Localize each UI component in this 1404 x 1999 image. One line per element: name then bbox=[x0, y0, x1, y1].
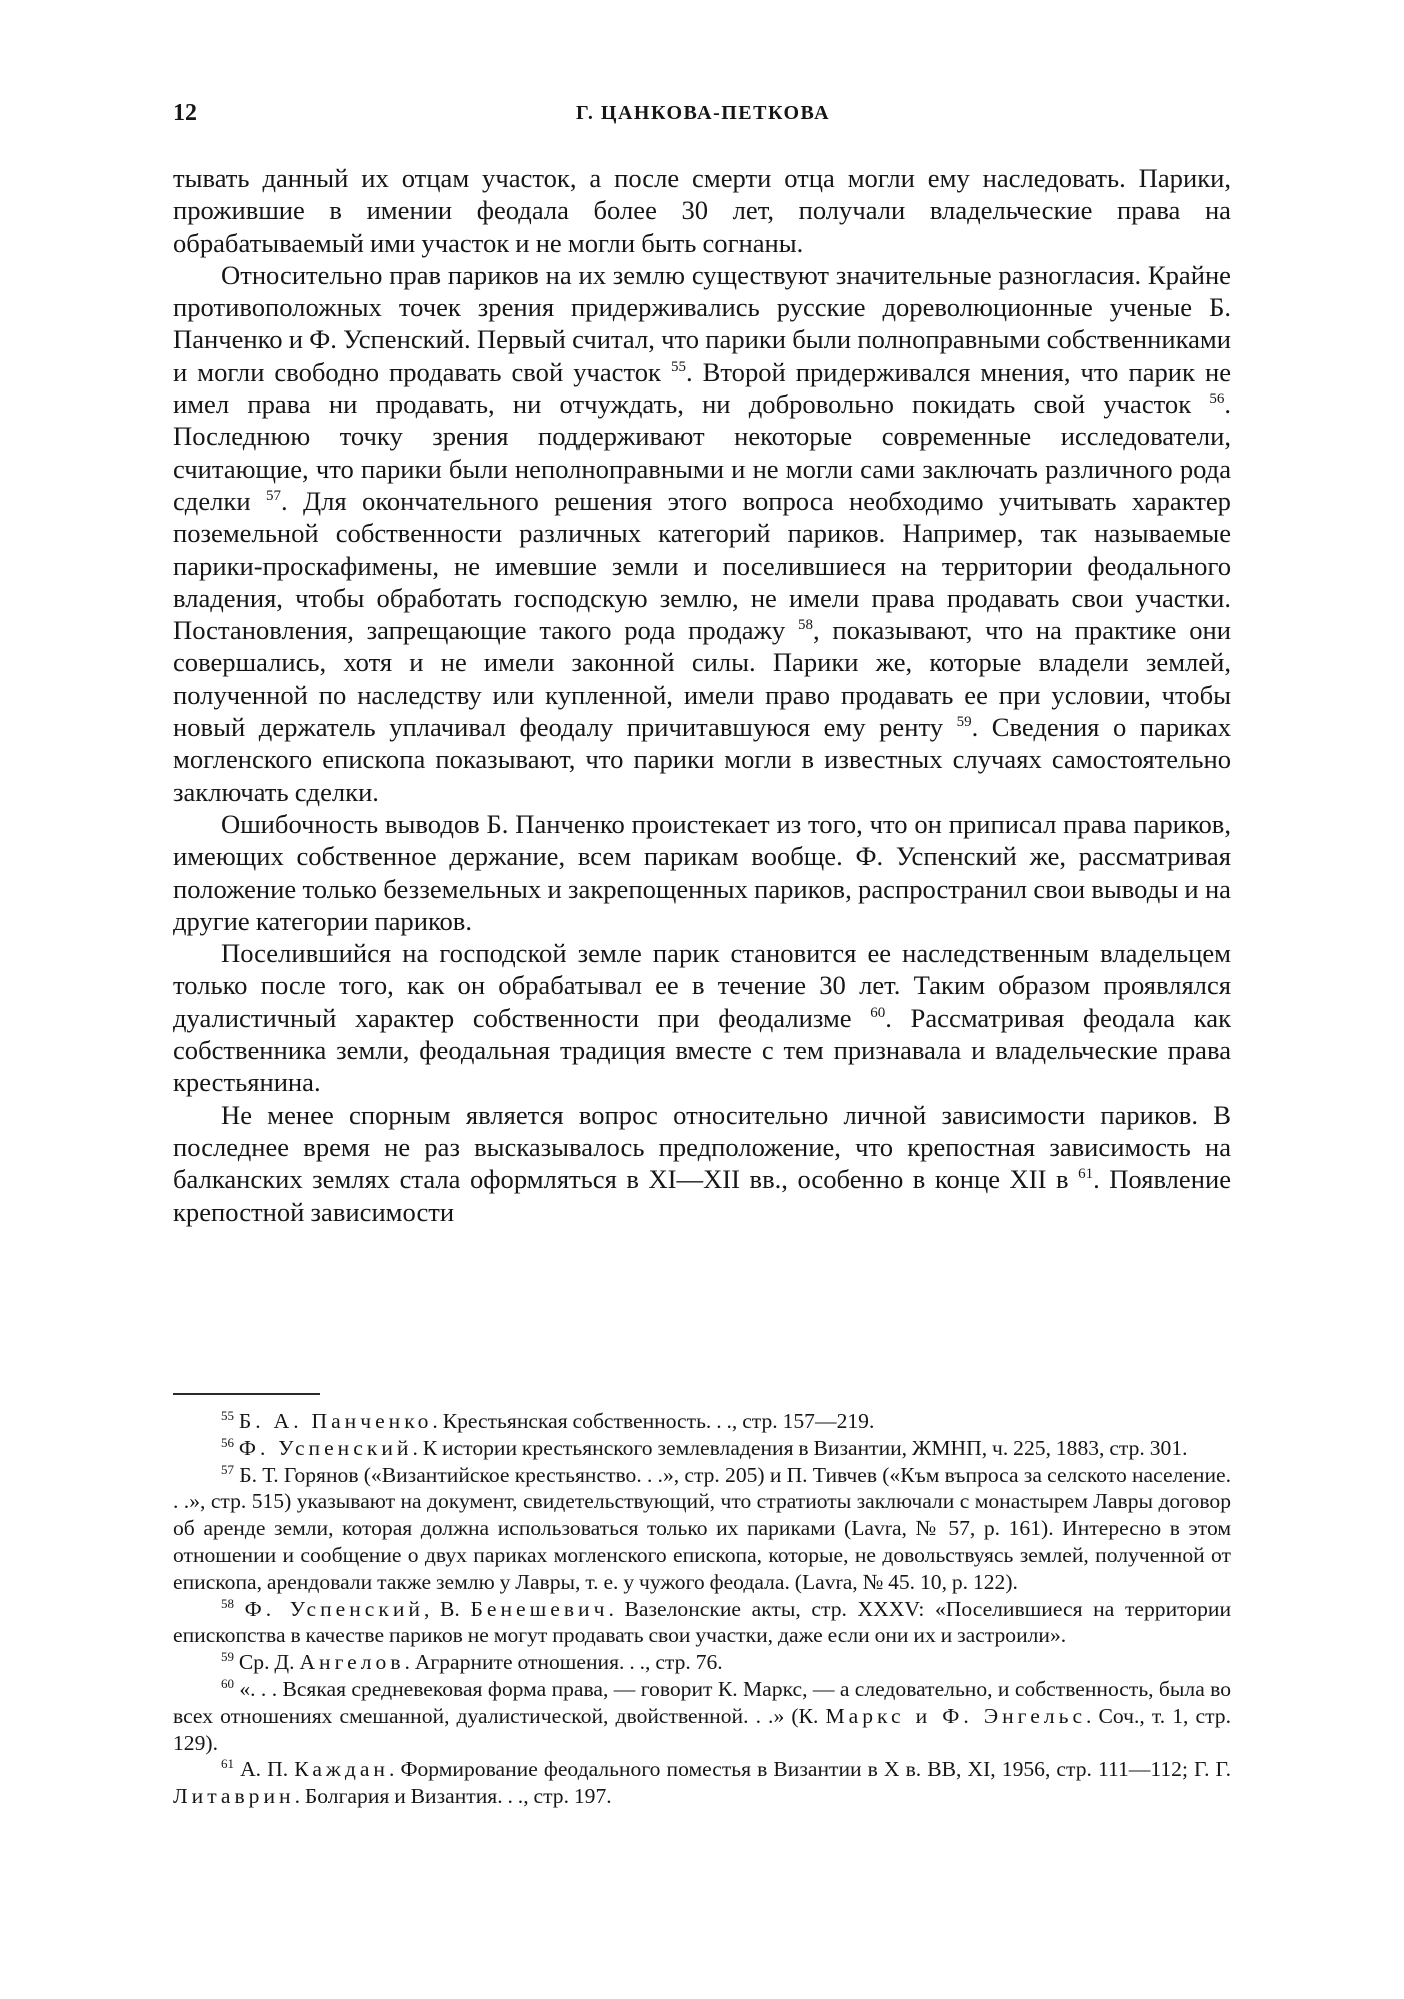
paragraph: Относительно прав париков на их землю существуют значительные разногласия. Крайне противоположных точек зрения придерживались русские дореволюционные ученые Б. Панченко и Ф. Успенский. Первый считал, что парики были полноправными собственниками и могли свободно продавать свой участок $^{55}$. Второй придерживался мнения, что парик не имел права ни продавать, ни отчуждать, ни добровольно покидать свой участок $^{56}$. Последнюю точку зрения поддерживают некоторые современные исследователи, считающие, что парики были неполноправными и не могли сами заключать различного рода сделки $^{57}$. Для окончательного решения этого вопроса необходимо учитывать характер поземельной собственности различных категорий париков. Например, так называемые парики-проскафимены, не имевшие земли и поселившиеся на территории феодального владения, чтобы обработать господскую землю, не имели права продавать свои участки. Постановления, запрещающие такого рода продажу $^{58}$, показывают, что на практике они совершались, хотя и не имели законной силы. Парики же, которые владели землей, полученной по наследству или купленной, имели право продавать ее при условии, чтобы новый держатель уплачивал феодалу причитавшуюся ему ренту $^{59}$. Сведения о париках могленского епископа показывают, что парики могли в известных случаях самостоятельно заключать сделки. bbox=[173, 259, 1231, 807]
paragraph: Поселившийся на господской земле парик становится ее наследственным владельцем только после того, как он обрабатывал ее в течение 30 лет. Таким образом проявлялся дуалистичный характер собственности при феодализме $^{60}$. Рассматривая феодала как собственника земли, феодальная традиция вместе с тем признавала и владельческие права крестьянина. bbox=[173, 938, 1231, 1098]
footnote-divider bbox=[173, 1393, 320, 1395]
footnote-55: $^{55}$ Б. А. Панченко. Крестьянская собственность. . ., стр. 157—219. bbox=[221, 1408, 875, 1433]
footnote-57: $^{57}$ Б. Т. Горянов («Византийское крестьянство. . .», стр. 205) и П. Тивчев («Към въпроса за селското население. . .», стр. 515) указывают на документ, свидетельствующий, что стратиоты заключали с монастырем Лавры договор об аренде земли, которая должна использоваться только их париками (Lavra, № 57, p. 161). Интересно в этом отношении и сообщение о двух париках могленского епископа, которые, не довольствуясь землей, полученной от епископа, арендовали также землю у Лавры, т. е. у чужого феодала. (Lavra, № 45. 10, p. 122). bbox=[173, 1461, 1231, 1594]
body-text bbox=[173, 162, 1231, 1228]
running-title: Г. ЦАНКОВА-ПЕТКОВА bbox=[575, 102, 831, 124]
footnote-61: $^{61}$ А. П. Каждан. Формирование феодального поместья в Византии в X в. ВВ, XI, 1956, стр. 111—112; Г. Г. Литаврин. Болгария и Византия. . ., стр. 197. bbox=[173, 1756, 1231, 1809]
footnote-ref: 61 bbox=[1078, 1166, 1094, 1183]
footnote-60: $^{60}$ «. . . Всякая средневековая форма права, — говорит К. Маркс, — а следовательно, и собственность, была во всех отношениях смешанной, дуалистической, двойственной. . .» (К. Маркс и Ф. Энгельс. Соч., т. 1, стр. 129). bbox=[173, 1675, 1231, 1755]
footnote-ref: 55 bbox=[670, 358, 686, 375]
footnote-ref: 59 bbox=[956, 714, 972, 731]
footnote-56: $^{56}$ Ф. Успенский. К истории крестьянского землевладения в Византии, ЖМНП, ч. 225, 1883, стр. 301. bbox=[221, 1434, 1188, 1460]
footnotes bbox=[173, 1408, 1231, 1810]
paragraph: Не менее спорным является вопрос относительно личной зависимости париков. В последнее время не раз высказывалось предположение, что крепостная зависимость на балканских землях стала оформляться в XI—XII вв., особенно в конце XII в $^{61}$. Появление крепостной зависимости bbox=[173, 1099, 1232, 1227]
paragraph: тывать данный их отцам участок, а после смерти отца могли ему наследовать. Парики, прожившие в имении феодала более 30 лет, получали владельческие права на обрабатываемый ими участок и не могли быть согнаны. bbox=[173, 163, 1231, 258]
footnote-59: $^{59}$ Ср. Д. Ангелов. Аграрните отношения. . ., стр. 76. bbox=[221, 1649, 723, 1675]
page-number: 12 bbox=[173, 100, 197, 126]
footnote-ref: 57 bbox=[265, 487, 281, 504]
footnote-ref: 58 bbox=[798, 617, 813, 634]
footnote-ref: 56 bbox=[1209, 391, 1225, 408]
paragraph: Ошибочность выводов Б. Панченко проистекает из того, что он приписал права париков, имеющих собственное держание, всем парикам вообще. Ф. Успенский же, рассматривая положение только безземельных и закрепощенных париков, распространил свои выводы и на другие категории париков. bbox=[173, 808, 1231, 936]
running-head bbox=[173, 100, 1233, 130]
footnote-58: $^{58}$ Ф. Успенский, В. Бенешевич. Вазелонские акты, стр. XXXV: «Поселившиеся на территории епископства в качестве париков не могут продавать свои участки, даже если они их и застроили». bbox=[173, 1595, 1232, 1648]
footnote-ref: 60 bbox=[870, 1004, 886, 1021]
